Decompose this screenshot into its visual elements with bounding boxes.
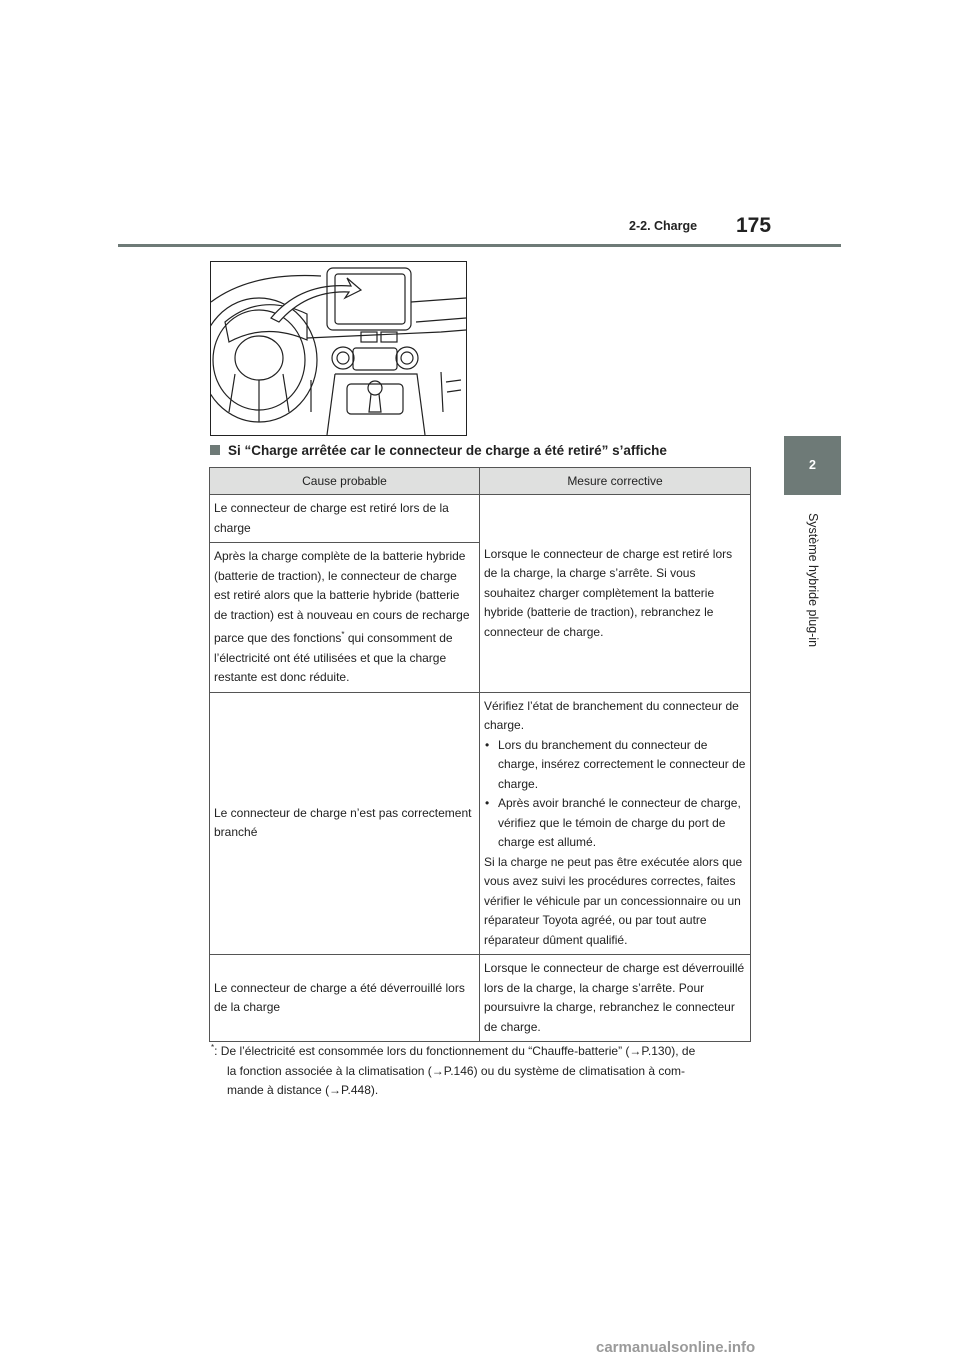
list-item: • Lors du branchement du connecteur de charge, insérez correctement le connecteur de charge. — [484, 736, 746, 795]
col-header-cause: Cause probable — [210, 468, 480, 495]
cause-cell: Le connecteur de charge n’est pas correctement branché — [210, 692, 480, 955]
action-bullets — [484, 736, 746, 853]
cause-cell: Le connecteur de charge est retiré lors de la charge — [210, 495, 480, 543]
list-item: • Après avoir branché le connecteur de charge, vérifiez que le témoin de charge du port de charge est allumé. — [484, 794, 746, 853]
center-display — [327, 268, 411, 330]
chapter-tab: 2 — [784, 436, 841, 495]
cause-action-table — [209, 467, 751, 1042]
footnote-mark: * — [211, 1043, 215, 1052]
footnote-mark: * — [341, 630, 345, 639]
footnote-line: mande à distance (→P.448). — [227, 1083, 379, 1097]
table-row — [210, 955, 751, 1042]
section-heading — [210, 443, 750, 458]
heading-square-icon — [210, 445, 220, 455]
action-cell: Lorsque le connecteur de charge est déverrouillé lors de la charge, la charge s’arrête. Pour poursuivre la charge, rebranchez le connecteur de charge. — [480, 955, 751, 1042]
chapter-label: Système hybride plug-in — [806, 512, 820, 648]
action-cell: Lorsque le connecteur de charge est retiré lors de la charge, la charge s’arrête. Si vous souhaitez charger complètement la batterie hybride (batterie de traction), rebranchez le connecteur de charge. — [480, 495, 751, 693]
col-header-action: Mesure corrective — [480, 468, 751, 495]
action-cell — [480, 692, 751, 955]
section-label: 2-2. Charge — [629, 219, 698, 233]
steering-hub — [235, 336, 283, 380]
table-header-row — [210, 468, 751, 495]
dashboard-illustration — [210, 261, 467, 436]
section-heading-text: Si “Charge arrêtée car le connecteur de charge a été retiré” s’affiche — [228, 443, 667, 458]
dashboard-drawing — [211, 262, 466, 435]
footnote — [211, 1038, 751, 1101]
cause-text: qui consomment de l’électricité ont été utilisées et que la charge restante est donc réduite. — [214, 631, 453, 684]
cause-text: Après la charge complète de la batterie hybride (batterie de traction), le connecteur de charge est retiré alors que la batterie hybride (batterie de traction) est à nouveau en cours de recharge parce que des fonctions — [214, 549, 470, 645]
footnote-line: : De l’électricité est consommée lors du fonctionnement du “Chauffe-batterie” (→P.130), de — [214, 1044, 696, 1058]
table-row — [210, 692, 751, 955]
table-row — [210, 495, 751, 543]
steering-wheel-rim — [211, 298, 317, 422]
cause-cell — [210, 543, 480, 693]
cause-cell: Le connecteur de charge a été déverrouillé lors de la charge — [210, 955, 480, 1042]
action-intro: Vérifiez l’état de branchement du connecteur de charge. — [484, 698, 739, 732]
watermark[interactable]: carmanualsonline.info — [596, 1339, 756, 1356]
header-rule — [118, 244, 841, 247]
page-number: 175 — [736, 214, 772, 237]
footnote-line: la fonction associée à la climatisation (→P.146) ou du système de climatisation à com- — [227, 1063, 685, 1078]
action-outro: Si la charge ne peut pas être exécutée alors que vous avez suivi les procédures correctes, faites vérifier le véhicule par un concessionnaire ou un réparateur Toyota agréé, ou par tout autre réparateur dûment qualifié. — [484, 854, 743, 947]
